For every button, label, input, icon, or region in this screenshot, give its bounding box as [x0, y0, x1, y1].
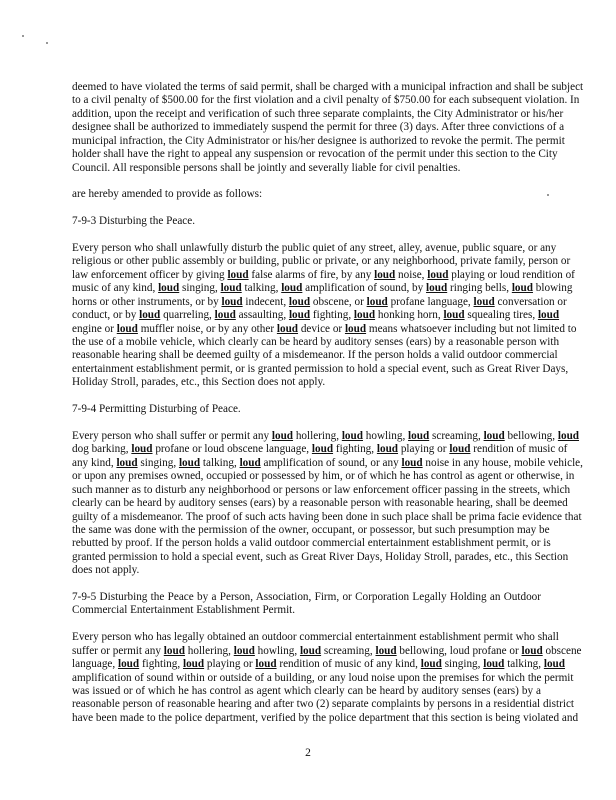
paragraph: [72, 631, 582, 725]
emphasized-word: loud: [178, 456, 201, 469]
emphasized-word: loud: [408, 429, 430, 442]
emphasized-word: loud: [483, 658, 505, 671]
emphasized-word: loud: [420, 658, 442, 671]
scan-speck: [22, 35, 24, 37]
text-line: suffer or permit any loud hollering, loud howling, loud screaming, loud bellowing, loud profane or loud obscene: [72, 644, 582, 657]
emphasized-word: loud: [557, 429, 580, 442]
emphasized-word: loud: [220, 282, 242, 295]
emphasized-word: loud: [366, 295, 388, 308]
emphasized-word: loud: [473, 295, 495, 308]
text-line: 7-9-5 Disturbing the Peace by a Person, Association, Firm, or Corporation Legally Holding an Outdoor: [72, 591, 541, 604]
text-line: Every person who shall unlawfully disturb the public quiet of any street, alley, avenue, public square, or any: [72, 242, 557, 255]
emphasized-word: loud: [117, 658, 140, 671]
emphasized-word: loud: [511, 282, 533, 295]
emphasized-word: loud: [116, 322, 138, 335]
text-line: language, loud fighting, loud playing or loud rendition of music of any kind, loud singing, loud talking, loud: [72, 658, 566, 671]
text-line: Every person who shall suffer or permit any loud hollering, loud howling, loud screaming, loud bellowing, loud: [72, 429, 580, 442]
emphasized-word: loud: [344, 322, 367, 335]
emphasized-word: loud: [299, 644, 322, 657]
paragraph: [72, 81, 584, 175]
text-line: the use of a mobile vehicle, which clearly can be heard by auditory senses (ears) by a reasonable person with: [72, 336, 560, 349]
emphasized-word: loud: [271, 429, 294, 442]
document-body: [72, 81, 584, 739]
text-line: addition, upon the receipt and verification of such three separate complaints, the City Administrator or his/her: [72, 107, 564, 120]
text-line: the same was done with the permission of the owner, occupant, or possessor, but such presumption may be: [72, 523, 550, 536]
text-line: guilty of a misdemeanor. The proof of such acts having been done in such place shall be prima facie evidence that: [72, 510, 582, 523]
text-line: Council. All responsible persons shall be jointly and severally liable for civil penalties.: [72, 161, 461, 174]
text-line: horns or other instruments, or by loud indecent, loud obscene, or loud profane language, loud conversation or: [72, 295, 567, 308]
emphasized-word: loud: [521, 644, 543, 657]
text-line: religious or other public assembly or building, public or private, or any neighborhood, private family, person or: [72, 255, 571, 268]
text-line: music of any kind, loud singing, loud talking, loud amplification of sound, by loud ringing bells, loud blowing: [72, 282, 573, 295]
page-number: 2: [305, 747, 311, 759]
emphasized-word: loud: [375, 644, 397, 657]
text-line: law enforcement officer by giving loud false alarms of fire, by any loud noise, loud playing or loud rendition of: [72, 268, 575, 281]
text-line: holder shall have the right to appeal any suspension or revocation of the permit under this section to the City: [72, 148, 558, 161]
text-line: have been made to the police department, verified by the police department that this section is being violated and: [72, 711, 579, 724]
text-line: any kind, loud singing, loud talking, loud amplification of sound, or any loud noise in any house, mobile vehicle,: [72, 456, 583, 469]
emphasized-word: loud: [288, 295, 311, 308]
text-line: entertainment establishment permit, or is granted permission to hold a special event, such as Great River Days,: [72, 362, 569, 375]
section-heading: [72, 591, 541, 618]
text-line: rebutted by proof. If the person holds a valid outdoor commercial entertainment establishment permit, or is: [72, 537, 551, 550]
text-line: such manner as to disturb any neighborhood or persons or law enforcement officer passing in the streets, which: [72, 483, 571, 496]
emphasized-word: loud: [311, 443, 334, 456]
emphasized-word: loud: [163, 644, 185, 657]
emphasized-word: loud: [288, 309, 311, 322]
text-line: granted permission to hold a special event, such as Great River Days, Holiday Stroll, parades, etc., this Section: [72, 550, 569, 563]
emphasized-word: loud: [255, 658, 277, 671]
text-line: or upon any premises owned, occupied or possessed by him, or of which he has control as agent or otherwise, in: [72, 470, 575, 483]
text-line: Every person who has legally obtained an outdoor commercial entertainment establishment permit who shall: [72, 631, 559, 644]
emphasized-word: loud: [376, 443, 399, 456]
text-line: conduct, or by loud quarreling, loud assaulting, loud fighting, loud honking horn, loud squealing tires, loud: [72, 309, 560, 322]
emphasized-word: loud: [427, 268, 449, 281]
text-line: designee shall be authorized to immediately suspend the permit for three (3) days. After three convictions of a: [72, 121, 565, 134]
emphasized-word: loud: [543, 658, 566, 671]
text-line: reasonable person of reasonable hearing and after two (2) separate complaints by persons in a residential district: [72, 698, 575, 711]
text-line: Holiday Stroll, parades, etc., this Section does not apply.: [72, 376, 326, 389]
text-line: reasonable hearing shall be deemed guilty of a misdemeanor. If the person holds a valid outdoor commercial: [72, 349, 558, 362]
section-heading: [72, 215, 541, 228]
emphasized-word: loud: [537, 309, 560, 322]
text-line: municipal infraction, the City Administrator or his/her designee is authorized to revoke the permit. The permit: [72, 134, 565, 147]
emphasized-word: loud: [139, 309, 161, 322]
emphasized-word: loud: [426, 282, 448, 295]
paragraph: [72, 242, 577, 390]
text-line: amplification of sound within or outside of a building, or any loud noise upon the premises for which the permit: [72, 671, 574, 684]
emphasized-word: loud: [341, 429, 363, 442]
emphasized-word: loud: [353, 309, 376, 322]
text-line: Commercial Entertainment Establishment Permit.: [72, 604, 296, 617]
scan-speck: [46, 42, 48, 44]
scan-speck: [547, 194, 549, 196]
text-line: does not apply.: [72, 564, 140, 577]
emphasized-word: loud: [449, 443, 471, 456]
text-line: deemed to have violated the terms of said permit, shall be charged with a municipal infraction and shall be subject: [72, 81, 584, 93]
emphasized-word: loud: [182, 658, 205, 671]
emphasized-word: loud: [443, 309, 465, 322]
text-line: 7-9-4 Permitting Disturbing of Peace.: [72, 403, 241, 416]
text-line: are hereby amended to provide as follows:: [72, 188, 263, 201]
text-line: 7-9-3 Disturbing the Peace.: [72, 215, 196, 228]
emphasized-word: loud: [227, 268, 249, 281]
text-line: was issued or of which he has control as agent which clearly can be heard by auditory senses (ears) by a: [72, 684, 541, 697]
emphasized-word: loud: [374, 268, 396, 281]
emphasized-word: loud: [214, 309, 236, 322]
text-line: to a civil penalty of $500.00 for the first violation and a civil penalty of $750.00 for each subsequent violation. In: [72, 94, 580, 107]
section-heading: [72, 403, 541, 416]
emphasized-word: loud: [276, 322, 299, 335]
emphasized-word: loud: [239, 456, 261, 469]
emphasized-word: loud: [116, 456, 138, 469]
emphasized-word: loud: [158, 282, 180, 295]
text-line: dog barking, loud profane or loud obscene language, loud fighting, loud playing or loud rendition of music of: [72, 443, 568, 456]
emphasized-word: loud: [401, 456, 423, 469]
emphasized-word: loud: [281, 282, 303, 295]
emphasized-word: loud: [131, 443, 153, 456]
paragraph: [72, 429, 583, 578]
text-line: engine or loud muffler noise, or by any other loud device or loud means whatsoever including but not limited to: [72, 322, 577, 335]
text-line: clearly can be heard by auditory senses (ears) by a reasonable person with reasonable hearing, shall be deemed: [72, 497, 568, 510]
emphasized-word: loud: [221, 295, 243, 308]
emphasized-word: loud: [233, 644, 255, 657]
paragraph: [72, 188, 541, 201]
emphasized-word: loud: [483, 429, 505, 442]
